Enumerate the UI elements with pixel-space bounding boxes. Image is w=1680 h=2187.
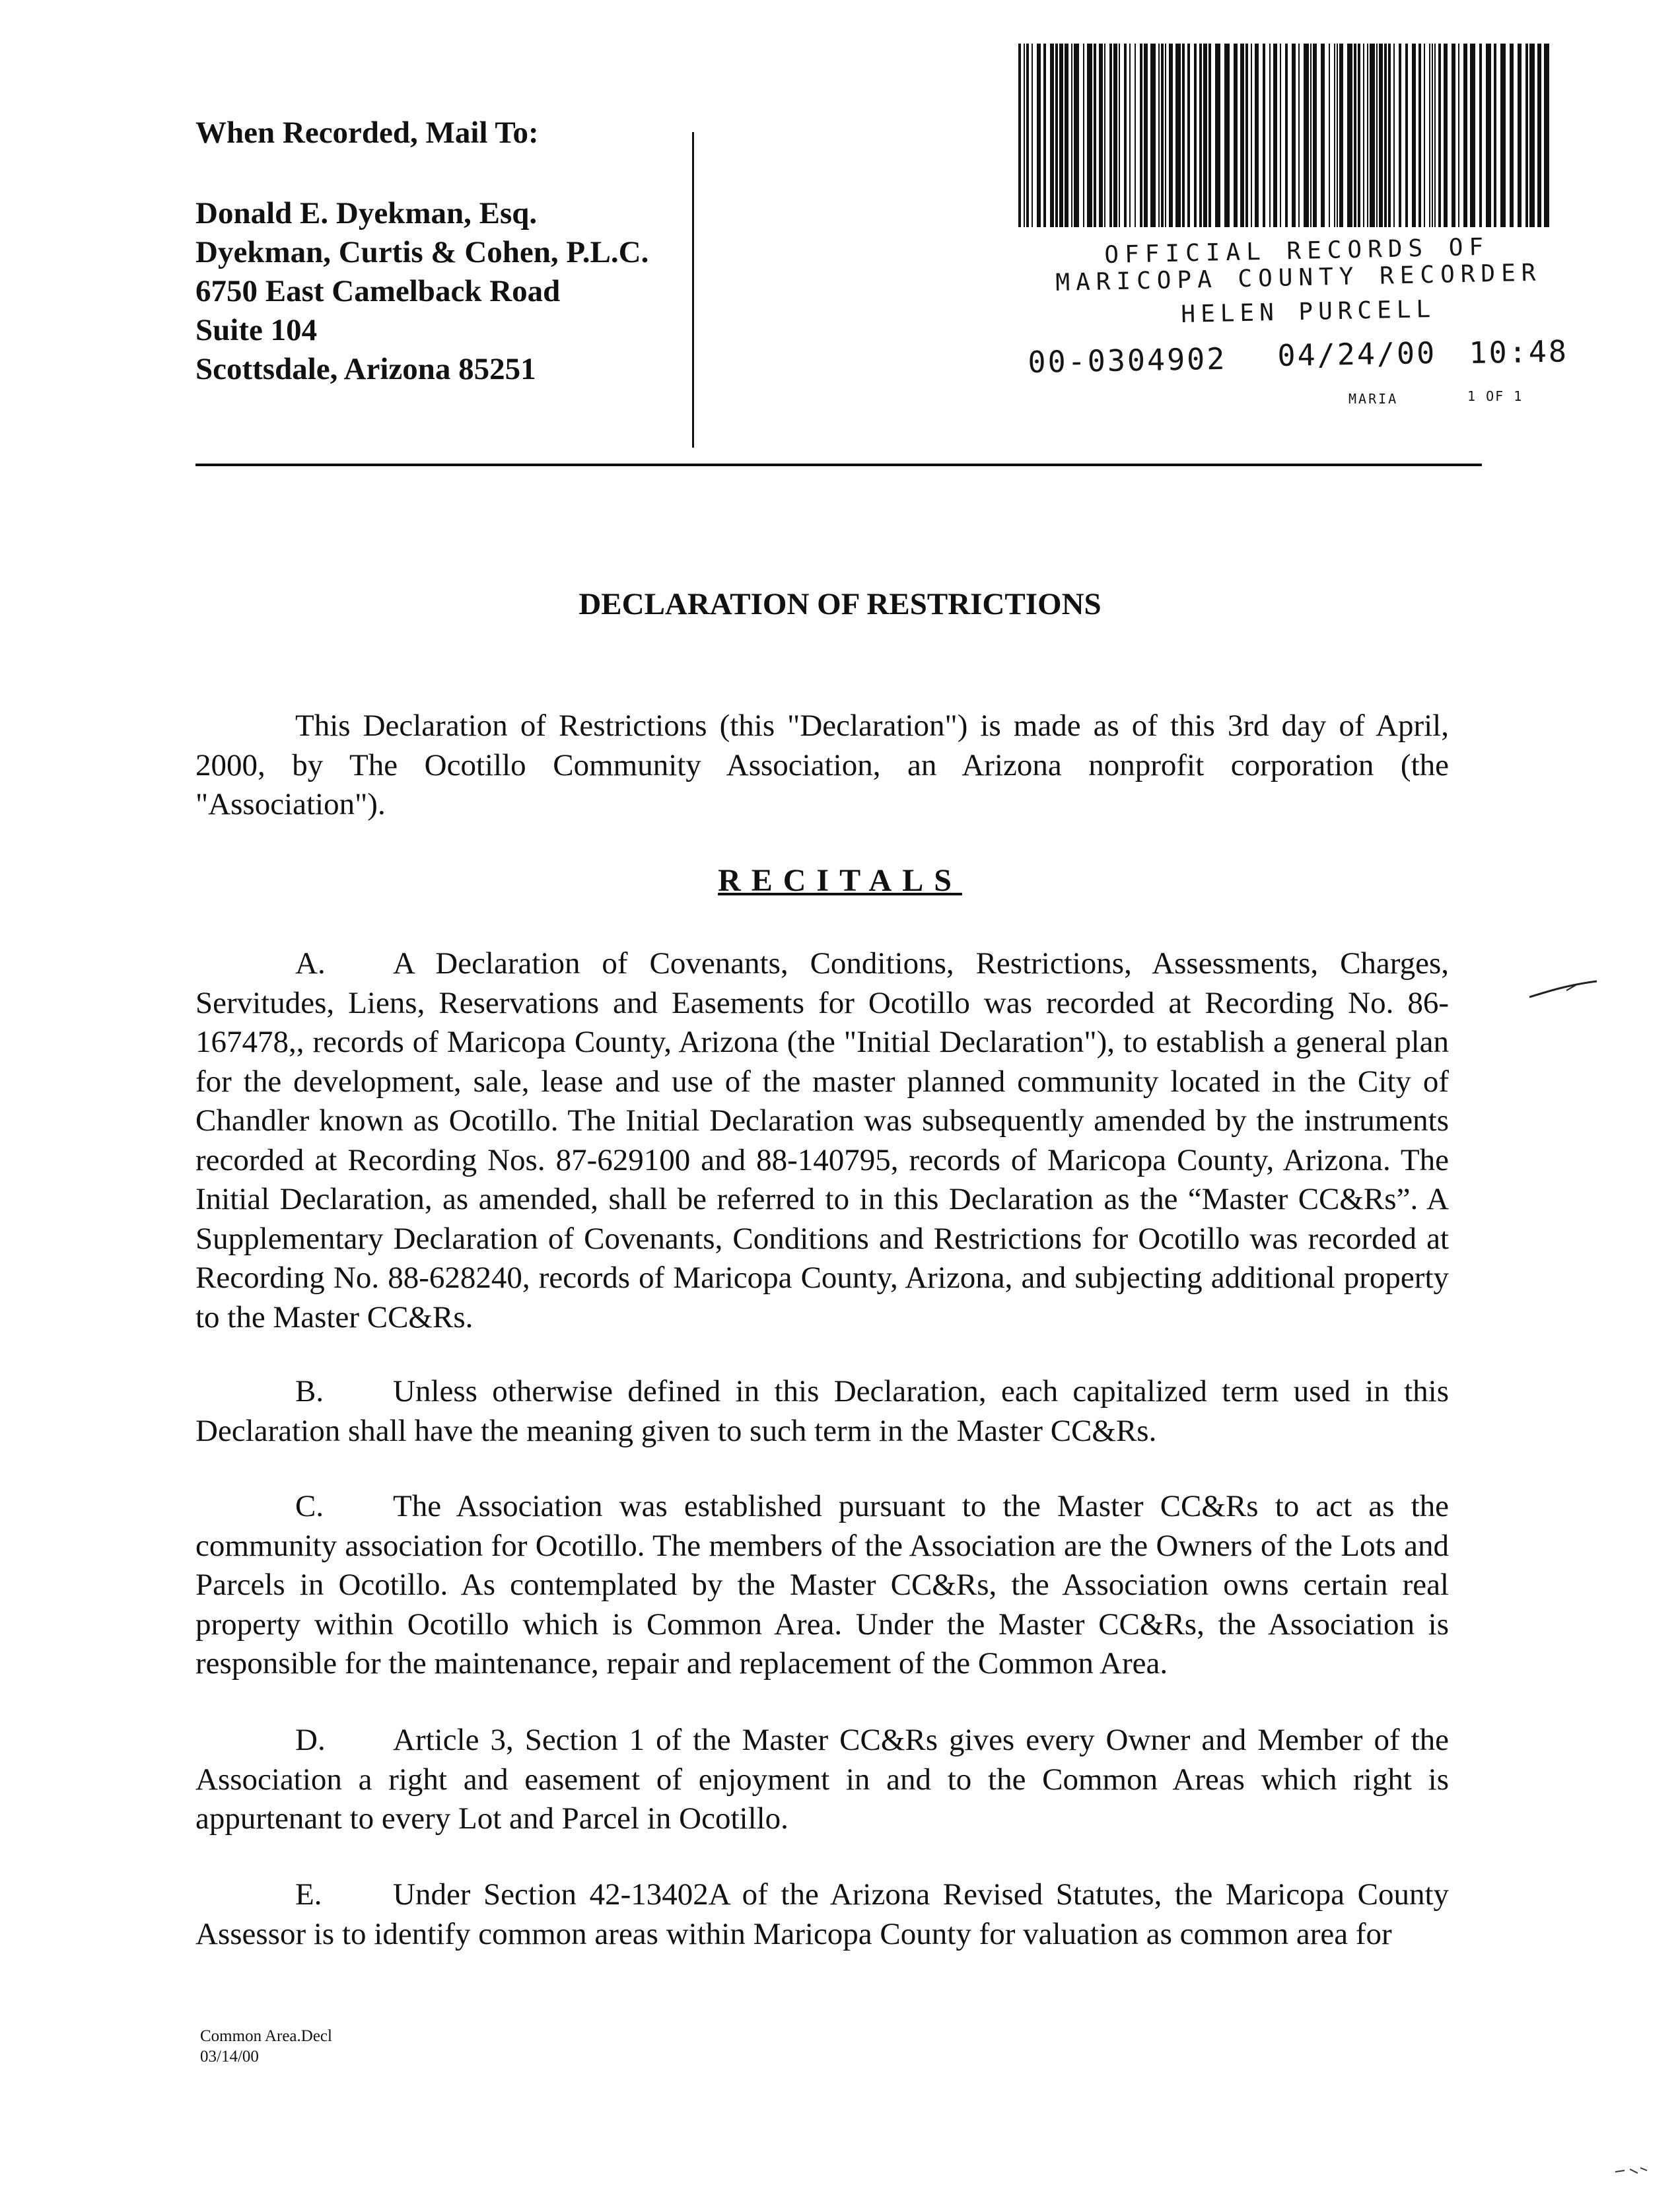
barcode-bar — [1032, 44, 1033, 227]
barcode-bar — [1379, 44, 1383, 227]
barcode-bar — [1087, 44, 1092, 227]
barcode-bar — [1109, 44, 1112, 227]
stamp-date: 04/24/00 — [1277, 335, 1437, 373]
barcode-bar — [1037, 44, 1041, 227]
barcode-bar — [1418, 44, 1421, 227]
barcode-bar — [1144, 44, 1148, 227]
barcode-bar — [1140, 44, 1142, 227]
barcode-bar — [1458, 44, 1459, 227]
barcode-bar — [1269, 44, 1271, 227]
barcode-bar — [1544, 44, 1549, 227]
barcode-bar — [1071, 44, 1072, 227]
footer — [200, 2026, 332, 2067]
intro-paragraph: This Declaration of Restrictions (this "Declaration") is made as of this 3rd day of April, 2000, by The Ocotillo Community Association, an Arizona nonprofit corporation (the "Association"). — [195, 709, 1449, 821]
header-divider-horizontal — [195, 464, 1482, 466]
barcode-bar — [1486, 44, 1491, 227]
stamp-time: 10:48 — [1469, 333, 1569, 370]
mail-to-line: Scottsdale, Arizona 85251 — [195, 352, 536, 386]
barcode-bar — [1354, 44, 1356, 227]
stamp-page-count: 1 OF 1 — [1467, 388, 1523, 404]
stamp-recorder-name: HELEN PURCELL — [1181, 295, 1436, 328]
barcode-bar — [1292, 44, 1296, 227]
mail-to-line: Suite 104 — [195, 313, 318, 347]
barcode-bar — [1245, 44, 1248, 227]
barcode-bar — [1026, 44, 1029, 227]
barcode-bar — [1169, 44, 1173, 227]
barcode-bar — [1329, 44, 1330, 227]
recital-label: B. — [295, 1374, 324, 1408]
recital-paragraph — [195, 1372, 1449, 1451]
barcode-bar — [1113, 44, 1117, 227]
barcode-bar — [1358, 44, 1360, 227]
recital-text: A Declaration of Covenants, Conditions, Restrictions, Assessments, Charges, Servitudes, Liens, Reservations and Easements for Ocotillo was recorded at Recording No. 86-167478,, records of Maricopa County, Arizona (the "Initial Declaration"), to establish a general plan for the development, sale, lease and use of the master planned community located in the City of Chandler known as Ocotillo. The Initial Declaration was subsequently amended by the instruments recorded at Recording Nos. 87-629100 and 88-140795, records of Maricopa County, Arizona. The Initial Declaration, as amended, shall be referred to in this Declaration as the “Master CC&Rs”. A Supplementary Declaration of Covenants, Conditions and Restrictions for Ocotillo was recorded at Recording No. 88-628240, records of Maricopa County, Arizona, and subjecting additional property to the Master CC&Rs. — [195, 946, 1449, 1335]
barcode-bar — [1129, 44, 1131, 227]
recital-paragraph — [195, 1721, 1449, 1839]
mail-to-heading: When Recorded, Mail To: — [195, 116, 539, 150]
barcode-bar — [1310, 44, 1312, 227]
barcode-bar — [1429, 44, 1430, 227]
barcode-bar — [1537, 44, 1541, 227]
document-title: DECLARATION OF RESTRICTIONS — [578, 587, 1102, 621]
stamp-document-number: 00-0304902 — [1028, 341, 1227, 380]
barcode-bar — [1273, 44, 1277, 227]
footer-date: 03/14/00 — [200, 2048, 259, 2066]
barcode-bar — [1240, 44, 1244, 227]
barcode-bar — [1298, 44, 1300, 227]
barcode-bar — [1165, 44, 1166, 227]
barcode-bar — [1203, 44, 1207, 227]
barcode-image — [1018, 44, 1552, 227]
mail-to-line: Dyekman, Curtis & Cohen, P.L.C. — [195, 235, 649, 269]
barcode-bar — [1367, 44, 1368, 227]
barcode-bar — [1158, 44, 1160, 227]
barcode-bar — [1370, 44, 1375, 227]
barcode-bar — [1500, 44, 1506, 227]
barcode-bar — [1376, 44, 1378, 227]
barcode-bar — [1124, 44, 1127, 227]
barcode-bar — [1321, 44, 1325, 227]
recital-paragraph — [195, 1487, 1449, 1684]
barcode-bar — [1304, 44, 1309, 227]
recital-text: Under Section 42-13402A of the Arizona Revised Statutes, the Maricopa County Assessor is to identify common areas within Maricopa County for valuation as common area for — [195, 1877, 1449, 1951]
recital-text: Article 3, Section 1 of the Master CC&Rs gives every Owner and Member of the Association a right and easement of enjoyment in and to the Common Areas which right is appurtenant to every Lot and Parcel in Ocotillo. — [195, 1723, 1449, 1836]
barcode-bar — [1470, 44, 1475, 227]
barcode-bar — [1104, 44, 1105, 227]
barcode-bar — [1388, 44, 1391, 227]
barcode-bar — [1434, 44, 1436, 227]
barcode-bar — [1150, 44, 1156, 227]
stamp-clerk: MARIA — [1348, 391, 1399, 407]
footer-filename: Common Area.Decl — [200, 2027, 332, 2045]
mail-to-line: Donald E. Dyekman, Esq. — [195, 196, 538, 230]
barcode-bar — [1099, 44, 1103, 227]
barcode-bar — [1479, 44, 1482, 227]
barcode-bar — [1135, 44, 1136, 227]
barcode-bar — [1529, 44, 1535, 227]
barcode-bar — [1043, 44, 1046, 227]
barcode-bar — [1285, 44, 1288, 227]
barcode-bar — [1405, 44, 1408, 227]
recital-label: D. — [295, 1723, 326, 1757]
barcode-bar — [1187, 44, 1190, 227]
recitals-heading: RECITALS — [718, 863, 962, 898]
barcode-bar — [1094, 44, 1096, 227]
recital-label: A. — [295, 946, 326, 981]
recital-label: E. — [295, 1877, 322, 1912]
barcode-bar — [1074, 44, 1079, 227]
barcode-bar — [1393, 44, 1395, 227]
barcode-bar — [1438, 44, 1441, 227]
barcode-bar — [1224, 44, 1230, 227]
barcode-bar — [1412, 44, 1416, 227]
barcode-bar — [1337, 44, 1338, 227]
barcode-bar — [1199, 44, 1202, 227]
barcode-bar — [1452, 44, 1455, 227]
barcode-bar — [1059, 44, 1063, 227]
barcode-bar — [1175, 44, 1181, 227]
barcode-bar — [1083, 44, 1084, 227]
header-divider-vertical — [692, 132, 694, 448]
barcode-bar — [1255, 44, 1259, 227]
barcode-bar — [1251, 44, 1252, 227]
barcode-bar — [1432, 44, 1433, 227]
barcode-bar — [1463, 44, 1467, 227]
barcode-bar — [1444, 44, 1448, 227]
barcode-bar — [1065, 44, 1068, 227]
recital-text: The Association was established pursuant to the Master CC&Rs to act as the community association for Ocotillo. The members of the Association are the Owners of the Lots and Parcels in Ocotillo. As contemplated by the Master CC&Rs, the Association owns certain real property within Ocotillo which is Common Area. Under the Master CC&Rs, the Association is responsible for the maintenance, repair and replacement of the Common Area. — [195, 1489, 1449, 1681]
barcode-bar — [1050, 44, 1054, 227]
barcode-bar — [1494, 44, 1496, 227]
handwritten-margin-mark — [1527, 977, 1599, 1004]
barcode-bar — [1194, 44, 1197, 227]
mail-to-line: 6750 East Camelback Road — [195, 274, 561, 308]
barcode-bar — [1424, 44, 1425, 227]
barcode-bar — [1384, 44, 1387, 227]
barcode-bar — [1234, 44, 1238, 227]
stamp-office-line: OFFICIAL RECORDS OF — [1104, 233, 1490, 269]
barcode-bar — [1339, 44, 1343, 227]
stamp-recorder-line: MARICOPA COUNTY RECORDER — [1055, 259, 1542, 296]
barcode-bar — [1347, 44, 1352, 227]
barcode-bar — [1518, 44, 1522, 227]
stray-mark — [1611, 2163, 1651, 2178]
barcode-bar — [1280, 44, 1281, 227]
mail-to-address — [195, 194, 648, 389]
barcode-bar — [1119, 44, 1120, 227]
barcode-bar — [1055, 44, 1058, 227]
recital-paragraph — [195, 1875, 1449, 1954]
barcode-bar — [1525, 44, 1528, 227]
barcode-bar — [1215, 44, 1220, 227]
barcode-bar — [1363, 44, 1364, 227]
barcode-bar — [1334, 44, 1335, 227]
barcode-bar — [1263, 44, 1265, 227]
barcode-bar — [1018, 44, 1021, 227]
barcode-bar — [1313, 44, 1317, 227]
recital-label: C. — [295, 1489, 324, 1523]
barcode-bar — [1510, 44, 1514, 227]
barcode-bar — [1399, 44, 1401, 227]
barcode-bar — [1161, 44, 1164, 227]
barcode-bar — [1182, 44, 1185, 227]
recital-text: Unless otherwise defined in this Declaration, each capitalized term used in this Declaration shall have the meaning given to such term in the Master CC&Rs. — [195, 1374, 1449, 1448]
barcode-bar — [1208, 44, 1211, 227]
barcode-bar — [1024, 44, 1025, 227]
recital-paragraph — [195, 944, 1449, 1337]
